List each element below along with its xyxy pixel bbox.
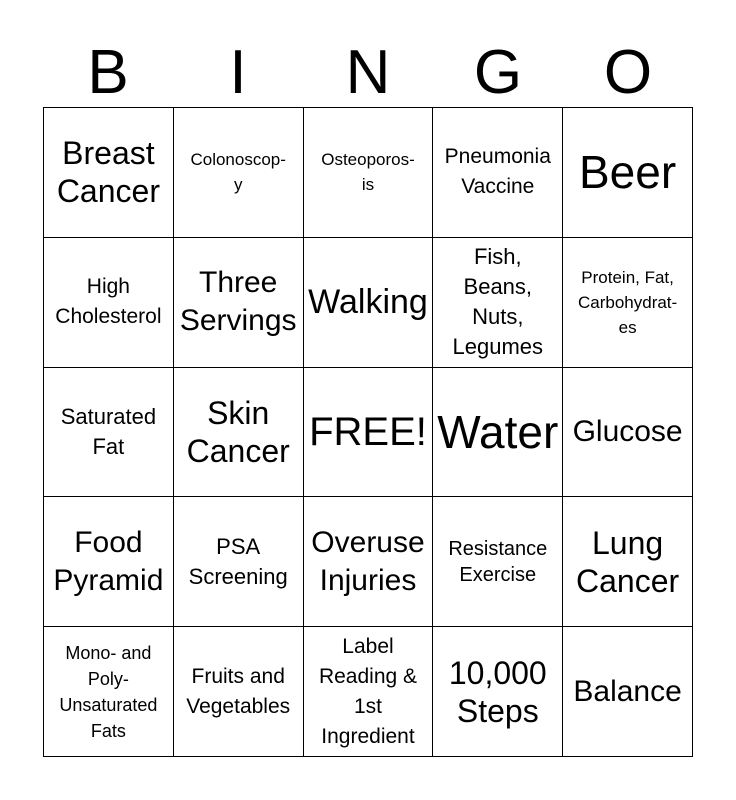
cell-label: Three Servings (179, 266, 297, 338)
cell-label: Pneumonia Vaccine (444, 145, 551, 199)
bingo-cell[interactable] (44, 368, 174, 498)
cell-label: Food Pyramid (53, 525, 164, 597)
bingo-board (43, 107, 693, 757)
cell-label: Resistance Exercise (448, 537, 548, 586)
cell-label: Colonoscop- y (190, 150, 286, 195)
bingo-cell[interactable] (44, 497, 174, 627)
header-letter-o: O (603, 38, 653, 107)
cell-label: Saturated Fat (60, 403, 157, 459)
cell-label: Osteoporos- is (321, 150, 415, 195)
cell-label: 10,000 Steps (448, 654, 547, 729)
bingo-cell[interactable] (174, 368, 304, 498)
bingo-cell[interactable] (304, 368, 434, 498)
cell-label: Walking (308, 283, 428, 322)
cell-label: Fruits and Vegetables (186, 664, 291, 718)
bingo-cell[interactable] (563, 238, 693, 368)
cell-label: Beer (579, 146, 677, 199)
cell-label: Overuse Injuries (311, 525, 425, 597)
bingo-cell[interactable] (563, 108, 693, 238)
cell-label: Protein, Fat, Carbohydrat- es (577, 267, 678, 337)
bingo-cell[interactable] (433, 108, 563, 238)
bingo-cell[interactable] (433, 368, 563, 498)
bingo-cell[interactable] (433, 238, 563, 368)
bingo-cell[interactable] (563, 497, 693, 627)
bingo-cell[interactable] (433, 497, 563, 627)
header-letter-g: G (473, 38, 523, 107)
bingo-cell[interactable] (563, 368, 693, 498)
bingo-cell[interactable] (174, 627, 304, 757)
header-letter-b: B (87, 38, 129, 107)
bingo-cell[interactable] (174, 497, 304, 627)
cell-label: Label Reading & 1st Ingredient (318, 634, 418, 748)
header-letter-i: I (229, 38, 247, 107)
header-letter-n: N (345, 38, 391, 107)
bingo-cell[interactable] (433, 627, 563, 757)
bingo-cell[interactable] (174, 238, 304, 368)
bingo-cell[interactable] (44, 627, 174, 757)
cell-label: PSA Screening (188, 533, 288, 589)
bingo-cell[interactable] (304, 497, 434, 627)
cell-label: Lung Cancer (576, 524, 680, 599)
cell-label: Breast Cancer (56, 135, 160, 210)
cell-label: Water (437, 405, 559, 458)
bingo-cell[interactable] (563, 627, 693, 757)
bingo-cell[interactable] (304, 108, 434, 238)
cell-label: High Cholesterol (55, 275, 162, 329)
cell-label: Mono- and Poly- Unsaturated Fats (59, 642, 158, 741)
bingo-cell[interactable] (174, 108, 304, 238)
bingo-cell[interactable] (304, 627, 434, 757)
bingo-cell[interactable] (44, 108, 174, 238)
bingo-cell[interactable] (44, 238, 174, 368)
cell-label: Fish, Beans, Nuts, Legumes (452, 244, 544, 360)
cell-label: FREE! (309, 409, 427, 454)
cell-label: Glucose (572, 414, 683, 448)
cell-label: Balance (573, 674, 682, 708)
bingo-cell[interactable] (304, 238, 434, 368)
bingo-header (43, 40, 693, 106)
cell-label: Skin Cancer (186, 394, 290, 469)
